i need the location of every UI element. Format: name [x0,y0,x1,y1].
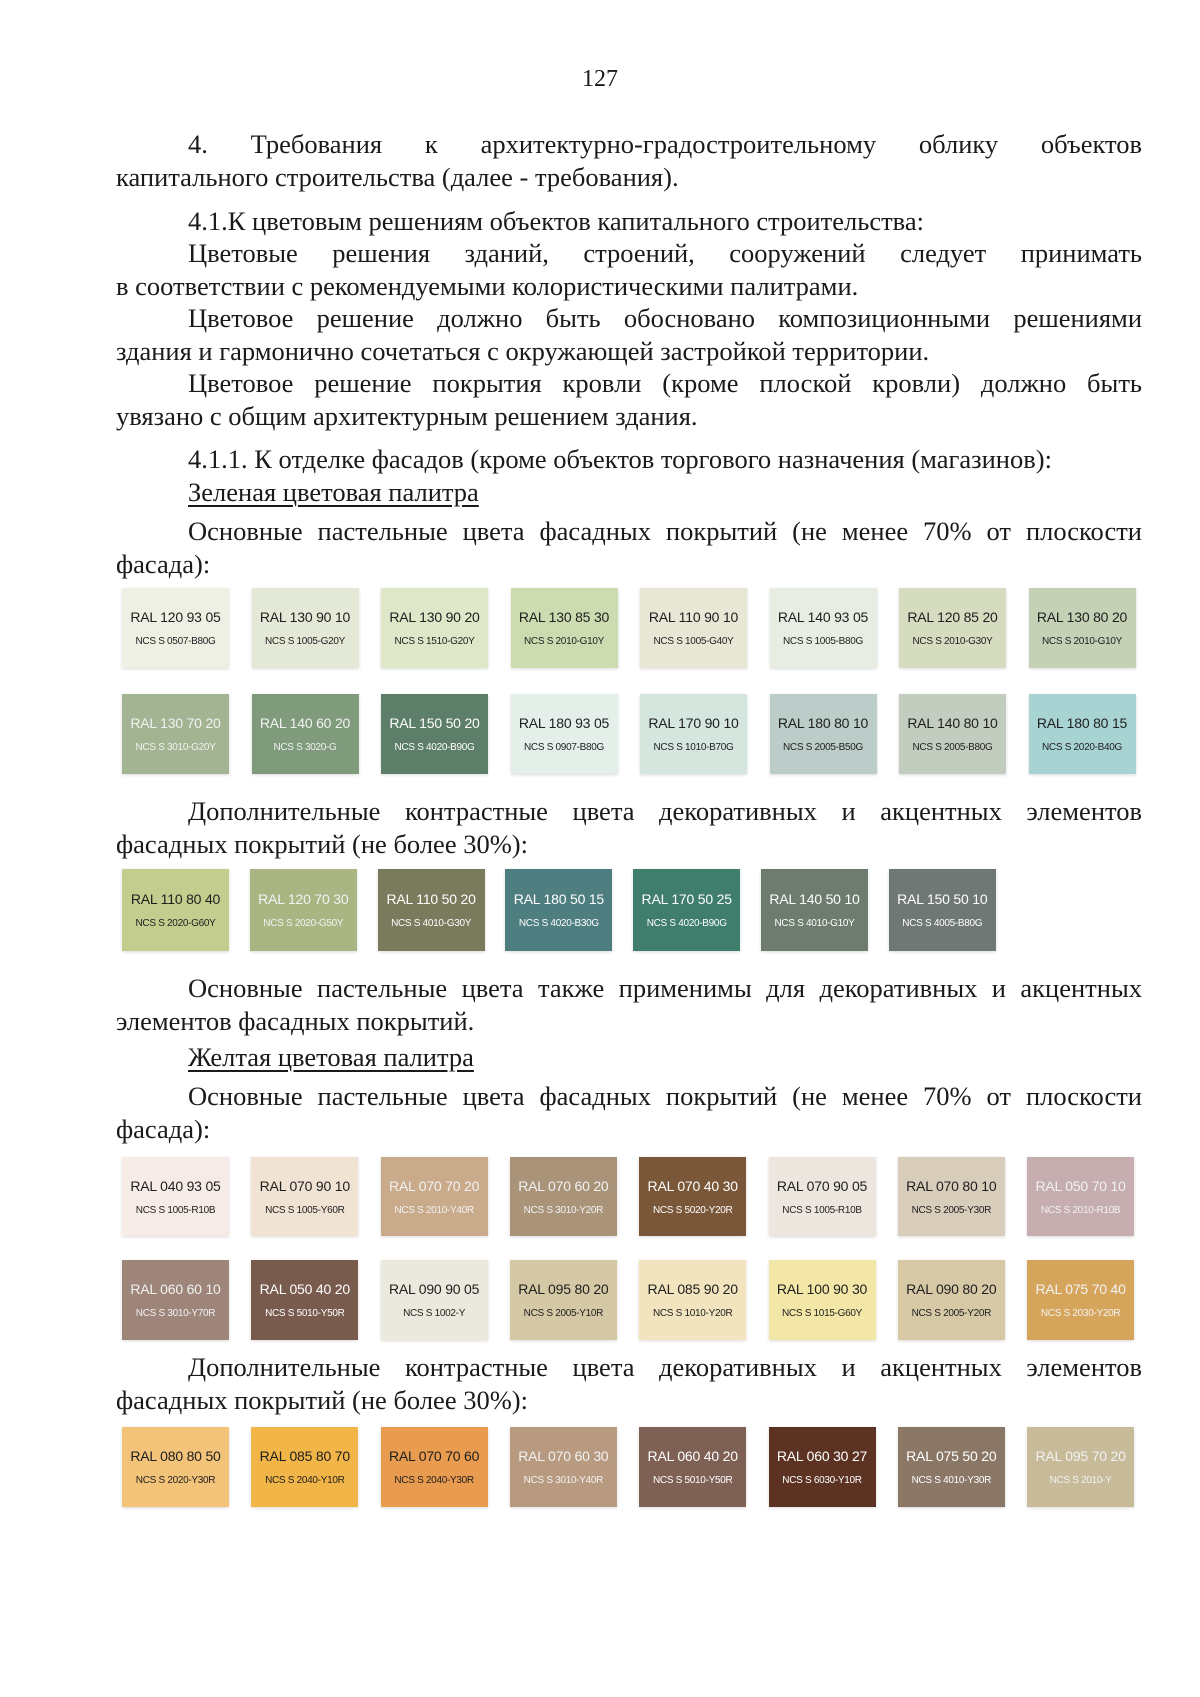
green-palette-heading [116,476,1142,509]
color-swatch [898,1157,1005,1236]
paragraph-colors-c [116,367,1142,432]
color-swatch [122,1157,229,1236]
color-swatch [899,588,1006,668]
color-swatch [761,869,868,951]
swatch-ral-code: RAL 070 40 30 [647,1177,738,1194]
swatch-ncs-code: NCS S 0507-B80G [135,636,216,647]
swatch-ral-code: RAL 170 90 10 [648,715,739,731]
swatch-ncs-code: NCS S 1010-B70G [653,742,734,753]
color-swatch [122,1427,229,1507]
color-swatch [511,588,618,668]
swatch-ral-code: RAL 150 50 10 [897,891,988,907]
color-swatch [1027,1157,1134,1236]
swatch-ral-code: RAL 090 80 20 [906,1281,997,1297]
color-swatch [510,1260,617,1340]
color-swatch [769,1260,876,1340]
swatch-ral-code: RAL 075 50 20 [906,1448,997,1464]
color-swatch [769,1157,876,1236]
swatch-ral-code: RAL 095 70 20 [1035,1448,1126,1464]
swatch-ncs-code: NCS S 2010-Y40R [394,1204,474,1216]
swatch-ncs-code: NCS S 5010-Y50R [265,1308,345,1319]
swatch-ncs-code: NCS S 1510-G20Y [394,636,475,647]
swatch-ral-code: RAL 140 50 10 [769,891,860,907]
paragraph-colors-c-line1: Цветовое решение покрытия кровли (кроме плоской кровли) должно быть [188,368,1142,398]
swatch-ncs-code: NCS S 4020-B30G [518,918,599,929]
yellow-palette-heading [116,1041,1142,1074]
swatch-ncs-code: NCS S 1010-Y20R [652,1308,733,1319]
paragraph-colors-c-line2: увязано с общим архитектурным решением здания. [116,400,698,431]
color-swatch [640,588,747,668]
swatch-ncs-code: NCS S 2020-G60Y [135,918,216,929]
swatch-ral-code: RAL 050 70 10 [1035,1177,1126,1194]
swatch-ral-code: RAL 100 90 30 [776,1281,868,1297]
color-swatch [639,1260,746,1340]
color-swatch [251,1427,358,1507]
swatch-ncs-code: NCS S 1005-R10B [782,1204,862,1216]
green-main-text-line1: Основные пастельные цвета фасадных покрытий (не менее 70% от плоскости [188,516,1142,546]
green-main-text-line2: фасада): [116,548,211,579]
color-swatch [639,1157,746,1236]
swatch-ncs-code: NCS S 4020-B90G [646,918,727,929]
color-swatch [381,588,488,668]
swatch-ncs-code: NCS S 3010-Y20R [523,1204,604,1216]
paragraph-4-1-1: 4.1.1. К отделке фасадов (кроме объектов торгового назначения (магазинов): [188,444,1052,474]
swatch-ral-code: RAL 120 85 20 [907,609,998,625]
color-swatch [381,1157,488,1236]
swatch-ral-code: RAL 075 70 40 [1035,1281,1126,1297]
green-accent-text [116,795,1142,860]
swatch-ncs-code: NCS S 2005-Y30R [911,1204,992,1216]
yellow-accent-text-line1: Дополнительные контрастные цвета декоративных и акцентных элементов [188,1352,1142,1382]
swatch-ncs-code: NCS S 1002-Y [403,1308,466,1319]
paragraph-4-line2: капитального строительства (далее - требования). [116,161,679,192]
color-swatch [633,869,740,951]
swatch-ral-code: RAL 110 50 20 [386,891,476,907]
swatch-ral-code: RAL 070 80 10 [906,1177,997,1194]
swatch-ral-code: RAL 085 80 70 [259,1448,350,1464]
swatch-ncs-code: NCS S 2010-G30Y [912,636,993,647]
swatch-ncs-code: NCS S 2030-Y20R [1040,1308,1121,1319]
paragraph-4-line1: 4. Требования к архитектурно-градостроительному облику объектов [188,129,1142,159]
color-swatch [381,694,488,774]
swatch-ncs-code: NCS S 3010-G20Y [135,742,216,753]
swatch-ncs-code: NCS S 5010-Y50R [652,1475,733,1486]
swatch-ral-code: RAL 070 90 10 [259,1177,350,1194]
swatch-ncs-code: NCS S 2040-Y10R [265,1475,345,1486]
swatch-ncs-code: NCS S 2010-G10Y [524,636,604,647]
color-swatch [122,694,229,774]
green-note-line1: Основные пастельные цвета также применимы для декоративных и акцентных [188,973,1142,1003]
swatch-ncs-code: NCS S 1005-G40Y [653,636,734,647]
paragraph-colors-b-line2: здания и гармонично сочетаться с окружающей застройкой территории. [116,335,930,366]
swatch-ral-code: RAL 070 70 20 [388,1177,480,1194]
color-swatch [378,869,485,951]
swatch-ral-code: RAL 130 70 20 [130,715,221,731]
swatch-ncs-code: NCS S 2020-Y30R [135,1475,216,1486]
swatch-ral-code: RAL 070 90 05 [776,1177,868,1194]
swatch-ral-code: RAL 180 50 15 [513,891,605,907]
swatch-ral-code: RAL 180 80 10 [777,715,869,731]
swatch-ncs-code: NCS S 2010-R10B [1040,1204,1121,1216]
swatch-ncs-code: NCS S 1005-R10B [135,1204,216,1216]
swatch-ral-code: RAL 060 40 20 [647,1448,738,1464]
color-swatch [770,588,877,668]
swatch-ncs-code: NCS S 1005-B80G [783,636,863,647]
swatch-ral-code: RAL 090 90 05 [388,1281,480,1297]
color-swatch [252,588,359,668]
swatch-ral-code: RAL 085 90 20 [647,1281,738,1297]
yellow-main-text [116,1080,1142,1145]
swatch-ral-code: RAL 130 85 30 [518,609,610,625]
swatch-ral-code: RAL 080 80 50 [130,1448,221,1464]
swatch-ncs-code: NCS S 2040-Y30R [394,1475,474,1486]
swatch-ral-code: RAL 180 93 05 [518,715,610,731]
color-swatch [769,1427,876,1507]
swatch-ncs-code: NCS S 2005-B50G [783,742,863,753]
paragraph-colors-b-line1: Цветовое решение должно быть обосновано композиционными решениями [188,303,1142,333]
color-swatch [889,869,996,951]
color-swatch [898,1260,1005,1340]
swatch-ncs-code: NCS S 2005-Y20R [911,1308,992,1319]
swatch-ral-code: RAL 060 60 10 [130,1281,221,1297]
swatch-ncs-code: NCS S 1005-G20Y [265,636,345,647]
color-swatch [510,1427,617,1507]
green-accent-text-line2: фасадных покрытий (не более 30%): [116,828,528,859]
swatch-ral-code: RAL 110 80 40 [130,891,221,907]
swatch-ncs-code: NCS S 3010-Y40R [523,1475,604,1486]
color-swatch [639,1427,746,1507]
swatch-ncs-code: NCS S 0907-B80G [524,742,604,753]
color-swatch [381,1260,488,1340]
swatch-ncs-code: NCS S 3020-G [273,742,337,753]
color-swatch [640,694,747,774]
swatch-ncs-code: NCS S 2020-G50Y [263,918,344,929]
swatch-ncs-code: NCS S 3010-Y70R [135,1308,216,1319]
swatch-ncs-code: NCS S 1015-G60Y [782,1308,862,1319]
swatch-ral-code: RAL 130 90 20 [389,609,480,625]
color-swatch [505,869,612,951]
paragraph-colors-b [116,302,1142,367]
color-swatch [252,694,359,774]
color-swatch [122,1260,229,1340]
green-note-line2: элементов фасадных покрытий. [116,1005,475,1036]
swatch-ral-code: RAL 180 80 15 [1036,715,1128,731]
yellow-main-text-line2: фасада): [116,1113,211,1144]
color-swatch [511,694,618,774]
swatch-ral-code: RAL 095 80 20 [518,1281,609,1297]
swatch-ral-code: RAL 130 90 10 [259,609,351,625]
color-swatch [510,1157,617,1236]
paragraph-colors-a-line1: Цветовые решения зданий, строений, сооружений следует принимать [188,238,1142,268]
page-number: 127 [582,66,618,92]
swatch-ncs-code: NCS S 2020-B40G [1042,742,1122,753]
swatch-ral-code: RAL 150 50 20 [389,715,480,731]
swatch-ral-code: RAL 040 93 05 [130,1177,221,1194]
swatch-ral-code: RAL 070 60 20 [518,1177,609,1194]
swatch-ncs-code: NCS S 1005-Y60R [265,1204,345,1216]
paragraph-colors-a-line2: в соответствии с рекомендуемыми колористическими палитрами. [116,270,859,301]
paragraph-4-1: 4.1.К цветовым решениям объектов капитального строительства: [188,206,924,236]
color-swatch [1029,588,1136,668]
color-swatch [122,869,229,951]
swatch-ral-code: RAL 070 60 30 [518,1448,609,1464]
swatch-ral-code: RAL 050 40 20 [259,1281,350,1297]
color-swatch [770,694,877,774]
swatch-ral-code: RAL 060 30 27 [776,1448,868,1464]
color-swatch [1029,694,1136,774]
green-accent-text-line1: Дополнительные контрастные цвета декоративных и акцентных элементов [188,796,1142,826]
swatch-ncs-code: NCS S 2005-B80G [912,742,993,753]
swatch-ncs-code: NCS S 6030-Y10R [782,1475,862,1486]
swatch-ncs-code: NCS S 4020-B90G [394,742,475,753]
color-swatch [1027,1427,1134,1507]
green-palette-heading-text: Зеленая цветовая палитра [188,477,479,507]
swatch-ral-code: RAL 130 80 20 [1036,609,1128,625]
swatch-ral-code: RAL 120 70 30 [258,891,349,907]
paragraph-4 [116,128,1142,193]
swatch-ncs-code: NCS S 4010-G10Y [774,918,855,929]
swatch-ncs-code: NCS S 5020-Y20R [652,1204,733,1216]
swatch-ral-code: RAL 070 70 60 [388,1448,480,1464]
color-swatch [251,1260,358,1340]
green-main-text [116,515,1142,580]
swatch-ncs-code: NCS S 2010-G10Y [1042,636,1122,647]
swatch-ncs-code: NCS S 2005-Y10R [523,1308,604,1319]
yellow-palette-heading-text: Желтая цветовая палитра [188,1042,474,1072]
swatch-ral-code: RAL 140 80 10 [907,715,998,731]
yellow-accent-text [116,1351,1142,1416]
color-swatch [381,1427,488,1507]
color-swatch [251,1157,358,1236]
paragraph-colors-a [116,237,1142,302]
swatch-ral-code: RAL 120 93 05 [130,609,221,625]
swatch-ral-code: RAL 140 60 20 [259,715,351,731]
swatch-ncs-code: NCS S 2010-Y [1049,1475,1112,1486]
color-swatch [898,1427,1005,1507]
swatch-ral-code: RAL 110 90 10 [648,609,739,625]
color-swatch [899,694,1006,774]
color-swatch [122,588,229,668]
swatch-ncs-code: NCS S 4005-B80G [902,918,983,929]
swatch-ncs-code: NCS S 4010-G30Y [391,918,472,929]
swatch-ral-code: RAL 140 93 05 [777,609,869,625]
swatch-ral-code: RAL 170 50 25 [641,891,732,907]
color-swatch [250,869,357,951]
swatch-ncs-code: NCS S 4010-Y30R [911,1475,992,1486]
yellow-main-text-line1: Основные пастельные цвета фасадных покрытий (не менее 70% от плоскости [188,1081,1142,1111]
green-note [116,972,1142,1037]
yellow-accent-text-line2: фасадных покрытий (не более 30%): [116,1384,528,1415]
color-swatch [1027,1260,1134,1340]
